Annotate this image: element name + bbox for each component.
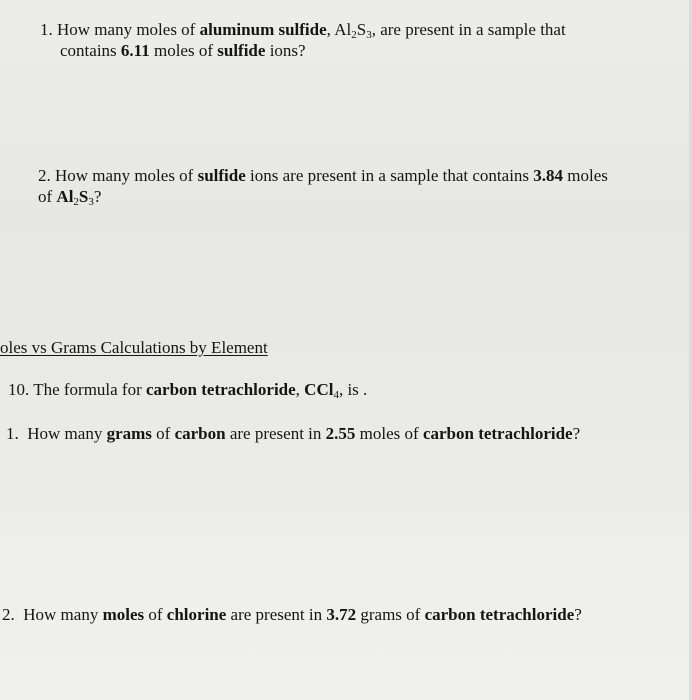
question-10-part-2: 2. How many moles of chlorine are present in 3.72 grams of carbon tetrachloride? — [2, 605, 582, 624]
question-10: 10. The formula for carbon tetrachloride, CCl$_4$, is . — [8, 380, 368, 401]
question-1-line-2: contains 6.11 moles of sulfide ions? — [60, 41, 306, 60]
question-2-line-1: 2. How many moles of sulfide ions are present in a sample that contains 3.84 moles — [38, 166, 608, 185]
section-heading: oles vs Grams Calculations by Element — [0, 338, 268, 357]
question-1-line-1: 1. How many moles of aluminum sulfide, $Al_2S_3$, are present in a sample that — [40, 20, 566, 41]
question-10-part-1: 1. How many grams of carbon are present in 2.55 moles of carbon tetrachloride? — [6, 424, 581, 443]
bleed-through-text — [80, 128, 84, 146]
question-2-line-2: of $Al_2S_3$? — [38, 187, 102, 208]
